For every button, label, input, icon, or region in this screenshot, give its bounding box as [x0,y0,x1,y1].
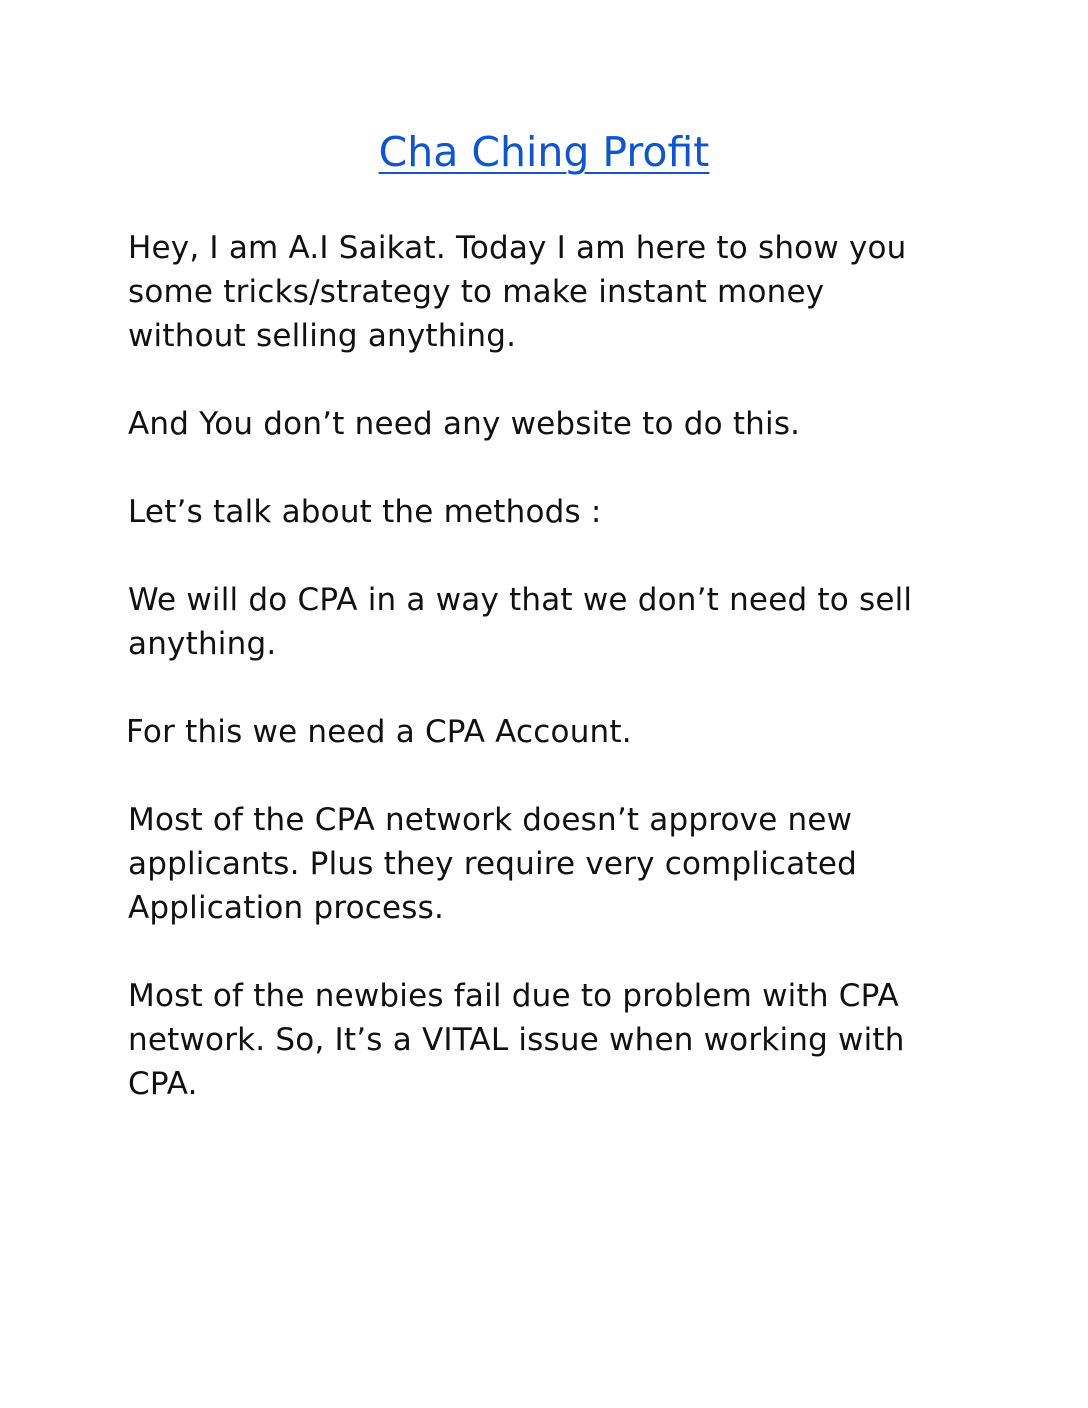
text-line: Let’s talk about the methods : [128,494,602,530]
paragraph-cpa-way [128,578,968,666]
text-line: Most of the CPA network doesn’t approve new [128,802,853,838]
page-title [0,124,1088,180]
text-line: network. So, It’s a VITAL issue when working with [128,1022,905,1058]
text-line: And You don’t need any website to do this. [128,406,801,442]
text-line: without selling anything. [128,318,517,354]
text-line: Application process. [128,890,445,926]
title-link[interactable]: Cha Ching Profit [378,128,710,176]
paragraph-methods [128,490,968,534]
paragraph-intro [128,226,968,358]
text-line: For this we need a CPA Account. [126,714,632,750]
text-line: Hey, I am A.I Saikat. Today I am here to show you [128,230,907,266]
text-line: some tricks/strategy to make instant money [128,274,825,310]
paragraph-newbies [128,974,968,1106]
text-line: anything. [128,626,277,662]
text-line: We will do CPA in a way that we don’t need to sell [128,582,913,618]
text-line: Most of the newbies fail due to problem with CPA [128,978,899,1014]
paragraph-cpa-network [128,798,968,930]
paragraph-cpa-account [126,710,966,754]
text-line: CPA. [128,1066,198,1102]
paragraph-no-website [128,402,968,446]
text-line: applicants. Plus they require very complicated [128,846,857,882]
